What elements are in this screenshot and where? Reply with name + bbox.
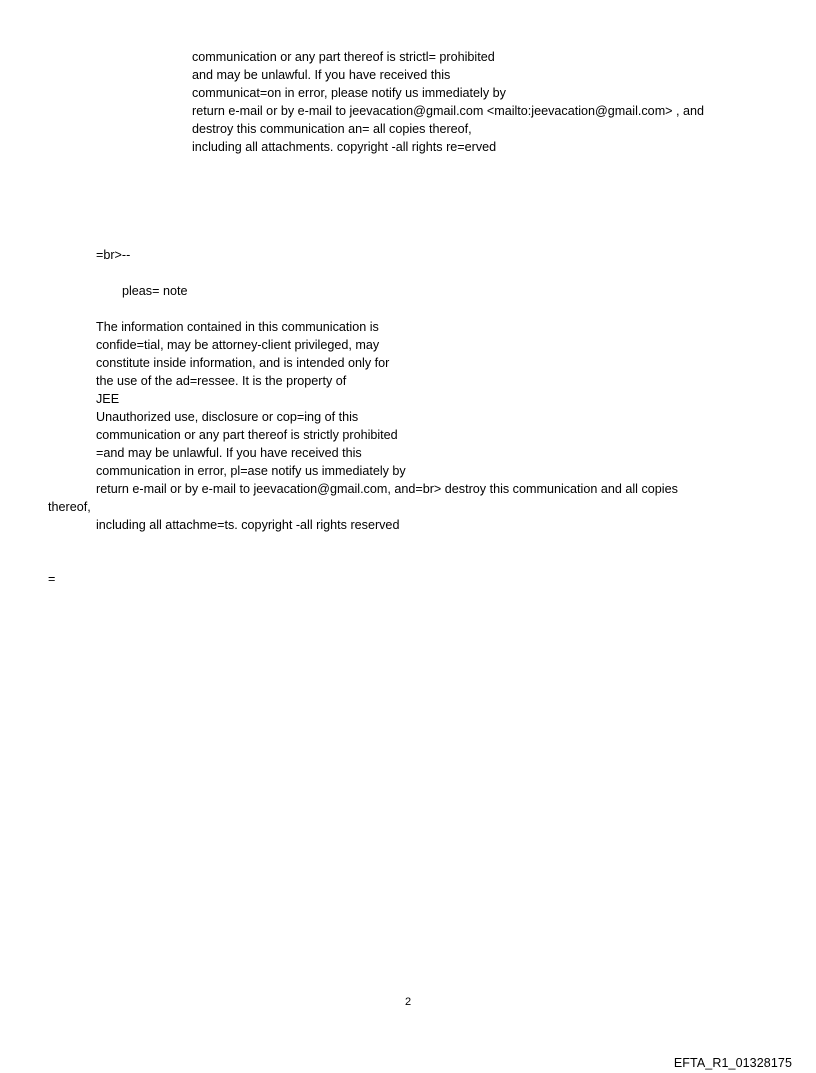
notice-line: =and may be unlawful. If you have received this bbox=[96, 446, 362, 460]
trailing-marker: = bbox=[48, 572, 56, 586]
notice-line: communication in error, pl=ase notify us immediately by bbox=[96, 464, 406, 478]
quoted-line: communicat=on in error, please notify us immediately by bbox=[192, 86, 506, 100]
notice-line: the use of the ad=ressee. It is the property of bbox=[96, 374, 347, 388]
notice-line-with-email: return e-mail or by e-mail to jeevacation@gmail.com, and=br> destroy this communication and all copies bbox=[96, 482, 678, 496]
quoted-line: destroy this communication an= all copies thereof, bbox=[192, 122, 472, 136]
br-marker: =br>-- bbox=[96, 248, 131, 262]
quoted-line-with-email: return e-mail or by e-mail to jeevacation@gmail.com <mailto:jeevacation@gmail.com> , and bbox=[192, 104, 705, 118]
notice-line: constitute inside information, and is intended only for bbox=[96, 356, 390, 370]
document-id: EFTA_R1_01328175 bbox=[673, 1056, 792, 1070]
notice-line: including all attachme=ts. copyright -all rights reserved bbox=[96, 518, 400, 532]
notice-wrapped-line: thereof, bbox=[48, 500, 91, 514]
please-note-heading: pleas= note bbox=[122, 284, 188, 298]
notice-line: JEE bbox=[96, 392, 120, 406]
quoted-line: including all attachments. copyright -all rights re=erved bbox=[192, 140, 497, 154]
notice-line: communication or any part thereof is strictly prohibited bbox=[96, 428, 398, 442]
notice-line: The information contained in this communication is bbox=[96, 320, 379, 334]
page-number: 2 bbox=[404, 996, 412, 1008]
notice-line: confide=tial, may be attorney-client privileged, may bbox=[96, 338, 380, 352]
quoted-line: communication or any part thereof is strictl= prohibited bbox=[192, 50, 495, 64]
quoted-line: and may be unlawful. If you have received this bbox=[192, 68, 451, 82]
notice-line: Unauthorized use, disclosure or cop=ing of this bbox=[96, 410, 359, 424]
